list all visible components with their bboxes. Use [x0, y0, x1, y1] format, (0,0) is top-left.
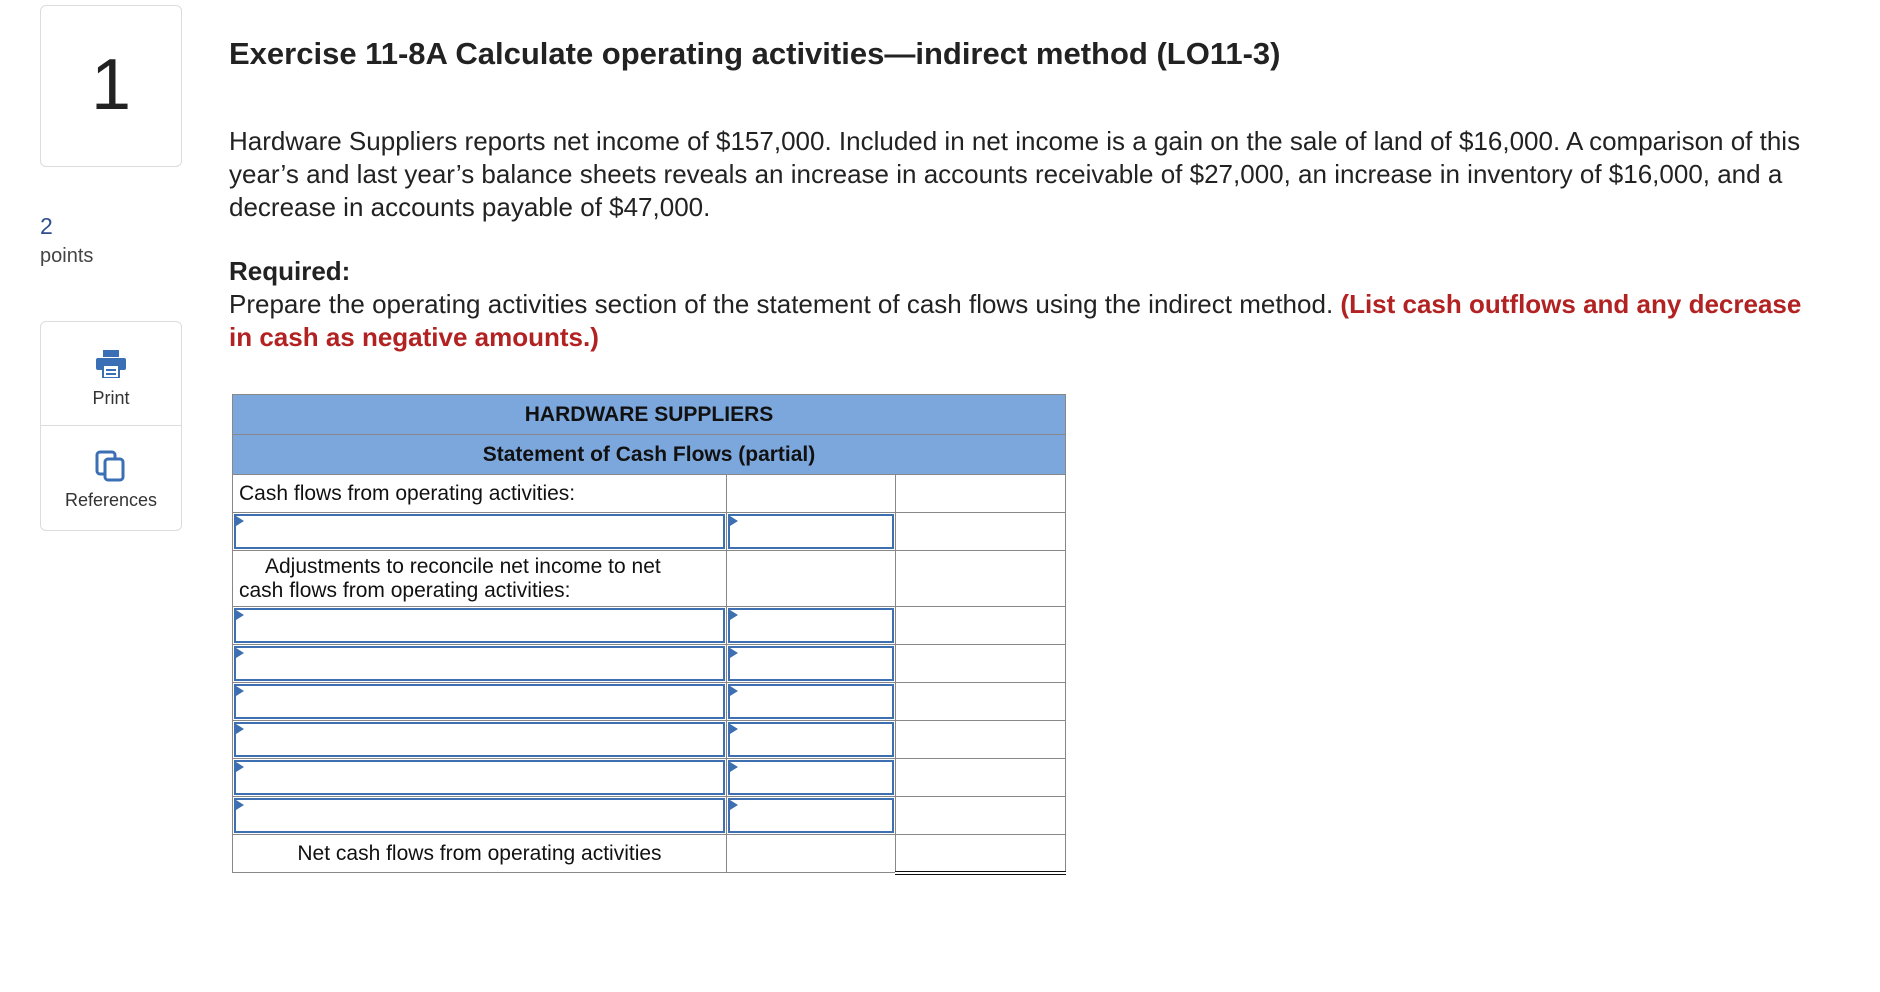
- required-text: [229, 288, 1829, 354]
- adjustment-amount-input[interactable]: [728, 608, 895, 643]
- adjustment-amount-input[interactable]: [728, 646, 895, 681]
- required-negative-note: (List cash outflows and any decrease in cash as negative amounts.): [229, 289, 1802, 352]
- adjustments-heading-row: [233, 551, 1066, 607]
- section-row: [233, 475, 1066, 513]
- net-income-label-dropdown[interactable]: [234, 514, 725, 549]
- cash-flow-statement-table: [232, 394, 1066, 875]
- adjustment-label-dropdown[interactable]: [234, 608, 725, 643]
- empty-cell: [896, 759, 1066, 797]
- required-instruction-text: Prepare the operating activities section of the statement of cash flows using the indirect method.: [229, 289, 1334, 319]
- empty-cell: [896, 645, 1066, 683]
- empty-cell: [896, 513, 1066, 551]
- operating-section-label: Cash flows from operating activities:: [233, 475, 727, 513]
- adjustment-label-cell: [233, 721, 727, 759]
- adjustment-amount-input[interactable]: [728, 684, 895, 719]
- adjustment-row: [233, 721, 1066, 759]
- adjustment-label-cell: [233, 607, 727, 645]
- net-income-amount-cell: [726, 513, 896, 551]
- net-income-label-cell: [233, 513, 727, 551]
- adjustment-amount-cell: [726, 759, 896, 797]
- adjustment-label-cell: [233, 645, 727, 683]
- required-heading: Required:: [229, 256, 351, 286]
- adjustment-label-cell: [233, 759, 727, 797]
- exercise-description: Hardware Suppliers reports net income of $157,000. Included in net income is a gain on the sale of land of $16,000. A comparison of this year’s and last year’s balance sheets reveals an increase in accounts receivable of $27,000, an increase in inventory of $16,000, and a decrease in accounts payable of $47,000.: [229, 126, 1801, 222]
- question-number: 1: [90, 45, 132, 125]
- empty-cell: [896, 551, 1066, 607]
- net-cash-total: [896, 835, 1066, 873]
- adjustment-label-cell: [233, 797, 727, 835]
- net-income-amount-input[interactable]: [728, 514, 895, 549]
- exercise-title: Exercise 11-8A Calculate operating activities—indirect method (LO11-3): [229, 36, 1281, 71]
- net-cash-label: Net cash flows from operating activities: [233, 835, 727, 873]
- adjustment-label-dropdown[interactable]: [234, 722, 725, 757]
- adjustment-amount-input[interactable]: [728, 722, 895, 757]
- points-value: 2: [40, 213, 53, 239]
- adjustment-label-cell: [233, 683, 727, 721]
- empty-cell: [896, 475, 1066, 513]
- adjustment-row: [233, 645, 1066, 683]
- references-button[interactable]: [41, 426, 181, 529]
- empty-cell: [726, 475, 896, 513]
- net-income-row: [233, 513, 1066, 551]
- net-cash-row: [233, 835, 1066, 873]
- adjustment-amount-input[interactable]: [728, 760, 895, 795]
- empty-cell: [896, 721, 1066, 759]
- copy-pages-icon: [95, 450, 127, 482]
- print-button[interactable]: [41, 322, 181, 426]
- adjustments-label: [233, 551, 727, 607]
- points-label: points: [40, 245, 94, 267]
- empty-cell: [896, 607, 1066, 645]
- adjustment-row: [233, 759, 1066, 797]
- adjustment-amount-input[interactable]: [728, 798, 895, 833]
- empty-cell: [896, 797, 1066, 835]
- question-number-box: [40, 5, 182, 167]
- adjustment-amount-cell: [726, 645, 896, 683]
- adjustments-label-line1: Adjustments to reconcile net income to net: [265, 555, 661, 578]
- adjustment-row: [233, 797, 1066, 835]
- adjustment-label-dropdown[interactable]: [234, 760, 725, 795]
- print-label: Print: [92, 388, 130, 408]
- empty-cell: [726, 835, 896, 873]
- adjustment-amount-cell: [726, 607, 896, 645]
- adjustments-label-line2: cash flows from operating activities:: [239, 579, 571, 602]
- adjustment-label-dropdown[interactable]: [234, 798, 725, 833]
- adjustment-label-dropdown[interactable]: [234, 684, 725, 719]
- adjustment-amount-cell: [726, 683, 896, 721]
- adjustment-label-dropdown[interactable]: [234, 646, 725, 681]
- references-label: References: [64, 490, 158, 510]
- adjustment-row: [233, 683, 1066, 721]
- statement-title-header: Statement of Cash Flows (partial): [233, 435, 1066, 475]
- printer-icon: [95, 348, 127, 380]
- empty-cell: [726, 551, 896, 607]
- adjustment-amount-cell: [726, 797, 896, 835]
- adjustment-amount-cell: [726, 721, 896, 759]
- company-name-header: HARDWARE SUPPLIERS: [233, 395, 1066, 435]
- adjustment-row: [233, 607, 1066, 645]
- tools-panel: [40, 321, 182, 531]
- empty-cell: [896, 683, 1066, 721]
